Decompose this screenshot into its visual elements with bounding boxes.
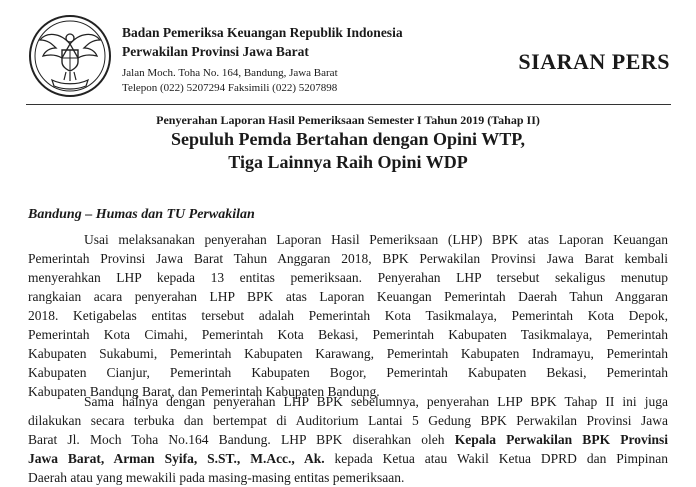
paragraph-line: Sama halnya dengan penyerahan LHP BPK sebelumnya, penyerahan LHP BPK Tahap II ini juga [84,394,668,409]
paragraph-line: 2018. Ketigabelas entitas tersebut adalah Pemerintah Kota Tasikmalaya, Pemerintah Kota Depok, [28,308,668,323]
paragraph-line: Pemerintah Provinsi Jawa Barat Tahun Anggaran 2018, BPK Perwakilan Provinsi Jawa Barat kembali [28,251,668,266]
paragraph-line: Kabupaten Cianjur, Pemerintah Kabupaten Bogor, Pemerintah Kabupaten Bekasi, Pemerintah [28,365,668,380]
org-line-2: Perwakilan Provinsi Jawa Barat [122,44,309,59]
dateline: Bandung – Humas dan TU Perwakilan [28,207,255,222]
paragraph-line [28,430,668,449]
paragraph-line: Daerah atau yang mewakili pada masing-masing entitas pemeriksaan. [28,470,405,485]
subtitle: Penyerahan Laporan Hasil Pemeriksaan Semester I Tahun 2019 (Tahap II) [156,113,540,127]
address: Jalan Moch. Toha No. 164, Bandung, Jawa Barat [122,67,338,79]
paragraph-line: Kabupaten Bandung Barat, dan Pemerintah Kabupaten Bandung. [28,384,380,399]
paragraph-line: Pemerintah Kota Cimahi, Pemerintah Kota Bekasi, Pemerintah Kabupaten Tasikmalaya, Pemerintah [28,327,668,342]
paragraph-line: rangkaian acara penyerahan LHP BPK atas Laporan Keuangan Pemerintah Daerah Tahun Anggaran [28,289,668,304]
org-line-1: Badan Pemeriksa Keuangan Republik Indonesia [122,25,403,40]
garuda-emblem-icon [26,14,114,98]
paragraph-1 [28,230,668,401]
contact-block [122,66,338,96]
headline-line-1: Sepuluh Pemda Bertahan dengan Opini WTP, [170,129,526,149]
paragraph-line: menyerahkan LHP kepada 13 entitas pemeriksaan. Penyerahan LHP tersebut sekaligus menutup [28,270,668,285]
paragraph-line: Usai melaksanakan penyerahan Laporan Hasil Pemeriksaan (LHP) BPK atas Laporan Keuangan [84,232,668,247]
paragraph-line: Kabupaten Sukabumi, Pemerintah Kabupaten Karawang, Pemerintah Kabupaten Indramayu, Pemerintah [28,346,668,361]
official-title: Kepala Perwakilan BPK Provinsi [454,432,669,447]
paragraph-line [28,449,668,468]
paragraph-text: kepada Ketua atau Wakil Ketua DPRD dan Pimpinan [324,451,668,466]
paragraph-line: dilakukan secara terbuka dan bertempat di Auditorium Lantai 5 Gedung BPK Perwakilan Provinsi Jawa [28,413,668,428]
official-name: Jawa Barat, Arman Syifa, S.ST., M.Acc., Ak. [28,451,325,466]
headline-line-2: Tiga Lainnya Raih Opini WDP [228,152,468,172]
phone-fax: Telepon (022) 5207294 Faksimili (022) 5207898 [122,82,338,94]
paragraph-text: Barat Jl. Moch Toha No.164 Bandung. LHP BPK diserahkan oleh [28,432,455,447]
organization-name [122,23,403,61]
paragraph-2 [28,392,668,487]
letterhead [0,0,696,108]
header-divider [26,104,671,105]
headline [0,128,696,174]
document-type: SIARAN PERS [518,49,670,74]
